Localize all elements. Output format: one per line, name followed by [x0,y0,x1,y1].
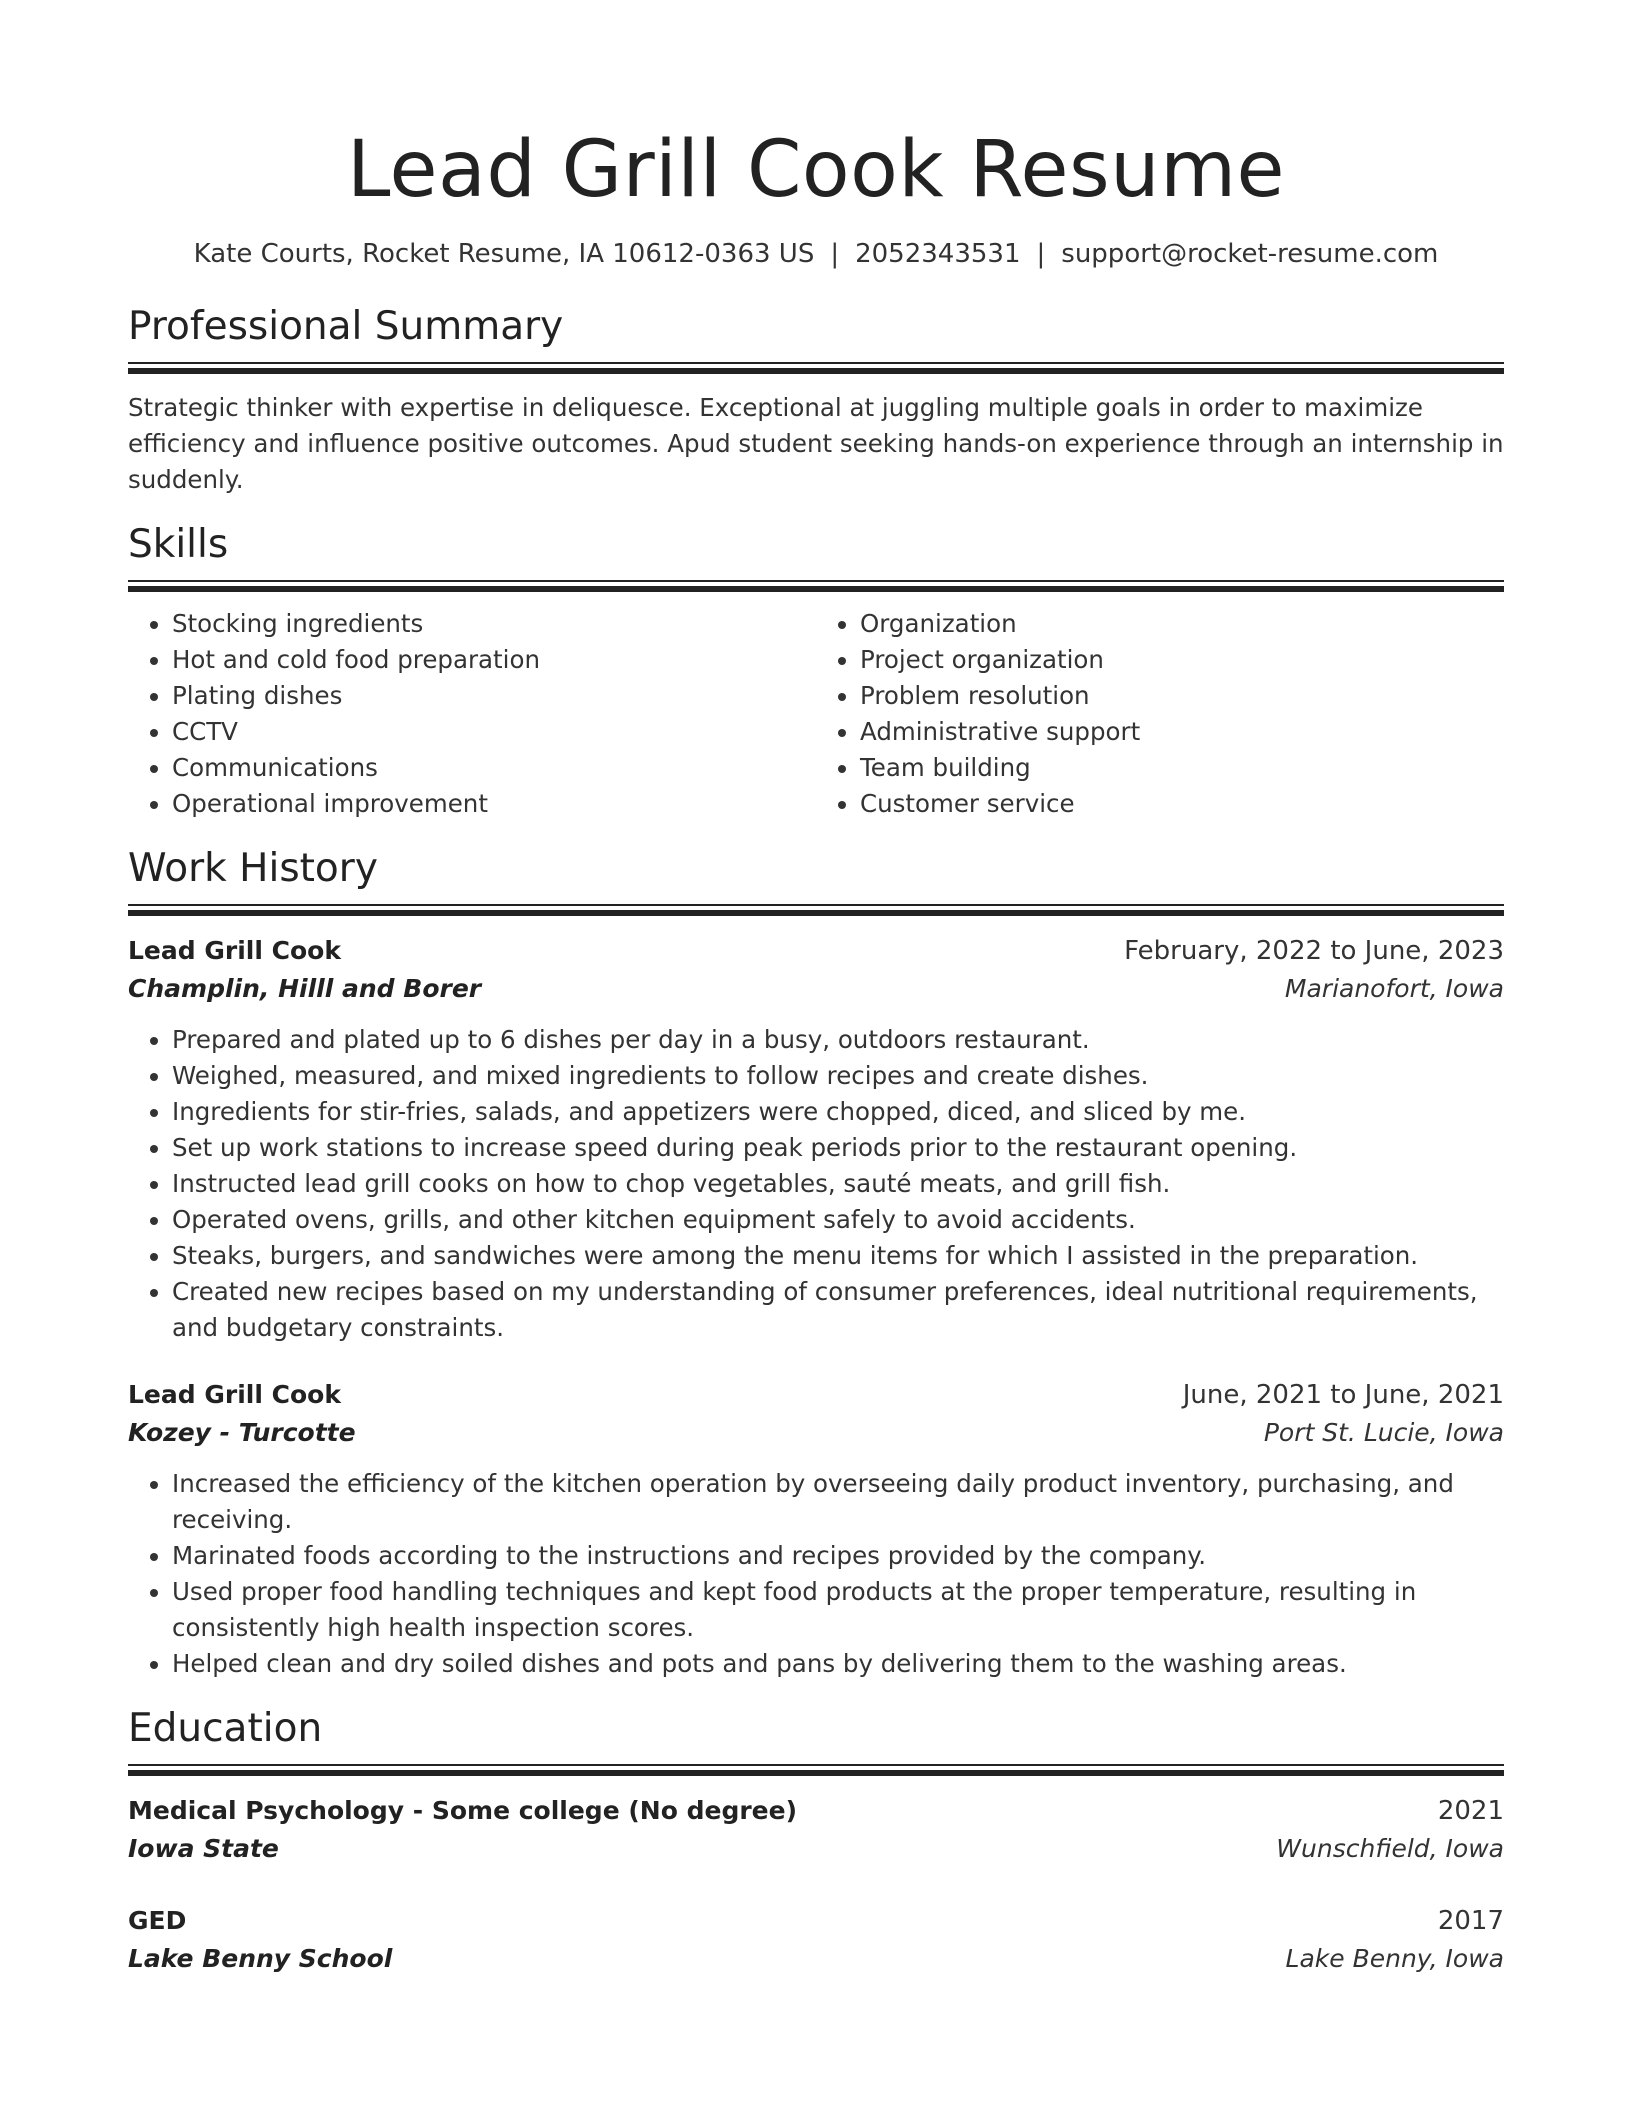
skill-item: • Project organization [860,642,1504,678]
job-entry [128,932,1504,1346]
summary-section [128,302,1504,374]
section-divider [128,904,1504,916]
job-bullet: • Marinated foods according to the instructions and recipes provided by the company. [172,1538,1504,1574]
work-heading: Work History [128,846,378,891]
job-dates: February, 2022 to June, 2023 [1124,936,1504,966]
work-section [128,844,1504,916]
education-location: Wunschfield, Iowa [1276,1834,1504,1863]
skills-column-left [128,606,816,822]
job-bullets [128,1466,1504,1682]
education-year: 2021 [1437,1796,1504,1826]
job-bullet: • Set up work stations to increase speed during peak periods prior to the restaurant opening. [172,1130,1504,1166]
skill-item: • Plating dishes [172,678,816,714]
skill-item: • Customer service [860,786,1504,822]
education-entry [128,1902,1504,1978]
education-heading: Education [128,1706,323,1751]
job-dates: June, 2021 to June, 2021 [1182,1380,1504,1410]
education-section [128,1704,1504,1776]
summary-heading: Professional Summary [128,304,564,349]
job-company: Champlin, Hilll and Borer [128,974,482,1003]
job-location: Port St. Lucie, Iowa [1263,1418,1504,1447]
education-entry [128,1792,1504,1868]
education-year: 2017 [1437,1906,1504,1936]
contact-separator: | [830,239,840,269]
skill-item: • Operational improvement [172,786,816,822]
job-bullet: • Instructed lead grill cooks on how to chop vegetables, sauté meats, and grill fish. [172,1166,1504,1202]
section-divider [128,362,1504,374]
job-bullet: • Created new recipes based on my understanding of consumer preferences, ideal nutritional requirements, and budgetary constraints. [172,1274,1504,1346]
education-school: Iowa State [128,1834,279,1863]
skill-item: • Hot and cold food preparation [172,642,816,678]
contact-line [128,236,1504,272]
job-bullet: • Weighed, measured, and mixed ingredients to follow recipes and create dishes. [172,1058,1504,1094]
job-location: Marianofort, Iowa [1284,974,1504,1003]
contact-phone: 2052343531 [855,239,1021,269]
job-entry [128,1376,1504,1682]
job-bullet: • Operated ovens, grills, and other kitchen equipment safely to avoid accidents. [172,1202,1504,1238]
resume-title: Lead Grill Cook Resume [346,125,1286,215]
section-divider [128,580,1504,592]
job-bullets [128,1022,1504,1346]
skills-list [128,606,1504,822]
job-company: Kozey - Turcotte [128,1418,356,1447]
skills-heading: Skills [128,522,229,567]
skill-item: • CCTV [172,714,816,750]
job-title: Lead Grill Cook [128,936,341,965]
contact-separator: | [1036,239,1046,269]
job-bullet: • Helped clean and dry soiled dishes and pots and pans by delivering them to the washing areas. [172,1646,1504,1682]
education-degree: GED [128,1906,187,1935]
skill-item: • Administrative support [860,714,1504,750]
education-location: Lake Benny, Iowa [1285,1944,1504,1973]
skill-item: • Team building [860,750,1504,786]
education-school: Lake Benny School [128,1944,393,1973]
job-bullet: • Used proper food handling techniques and kept food products at the proper temperature, resulting in consistently high health inspection scores. [172,1574,1504,1646]
contact-email: support@rocket-resume.com [1061,239,1439,269]
contact-address: Kate Courts, Rocket Resume, IA 10612-0363 US [193,239,815,269]
job-bullet: • Ingredients for stir-fries, salads, and appetizers were chopped, diced, and sliced by me. [172,1094,1504,1130]
job-bullet: • Steaks, burgers, and sandwiches were among the menu items for which I assisted in the preparation. [172,1238,1504,1274]
skill-item: • Communications [172,750,816,786]
job-bullet: • Increased the efficiency of the kitchen operation by overseeing daily product inventory, purchasing, and receiving. [172,1466,1504,1538]
section-divider [128,1764,1504,1776]
skill-item: • Stocking ingredients [172,606,816,642]
job-title: Lead Grill Cook [128,1380,341,1409]
education-degree: Medical Psychology - Some college (No degree) [128,1796,798,1825]
skill-item: • Problem resolution [860,678,1504,714]
skills-column-right [816,606,1504,822]
summary-text: Strategic thinker with expertise in deliquesce. Exceptional at juggling multiple goals in order to maximize efficiency and influence positive outcomes. Apud student seeking hands-on experience through an internship in suddenly. [128,393,1504,494]
skills-section [128,520,1504,592]
job-bullet: • Prepared and plated up to 6 dishes per day in a busy, outdoors restaurant. [172,1022,1504,1058]
skill-item: • Organization [860,606,1504,642]
